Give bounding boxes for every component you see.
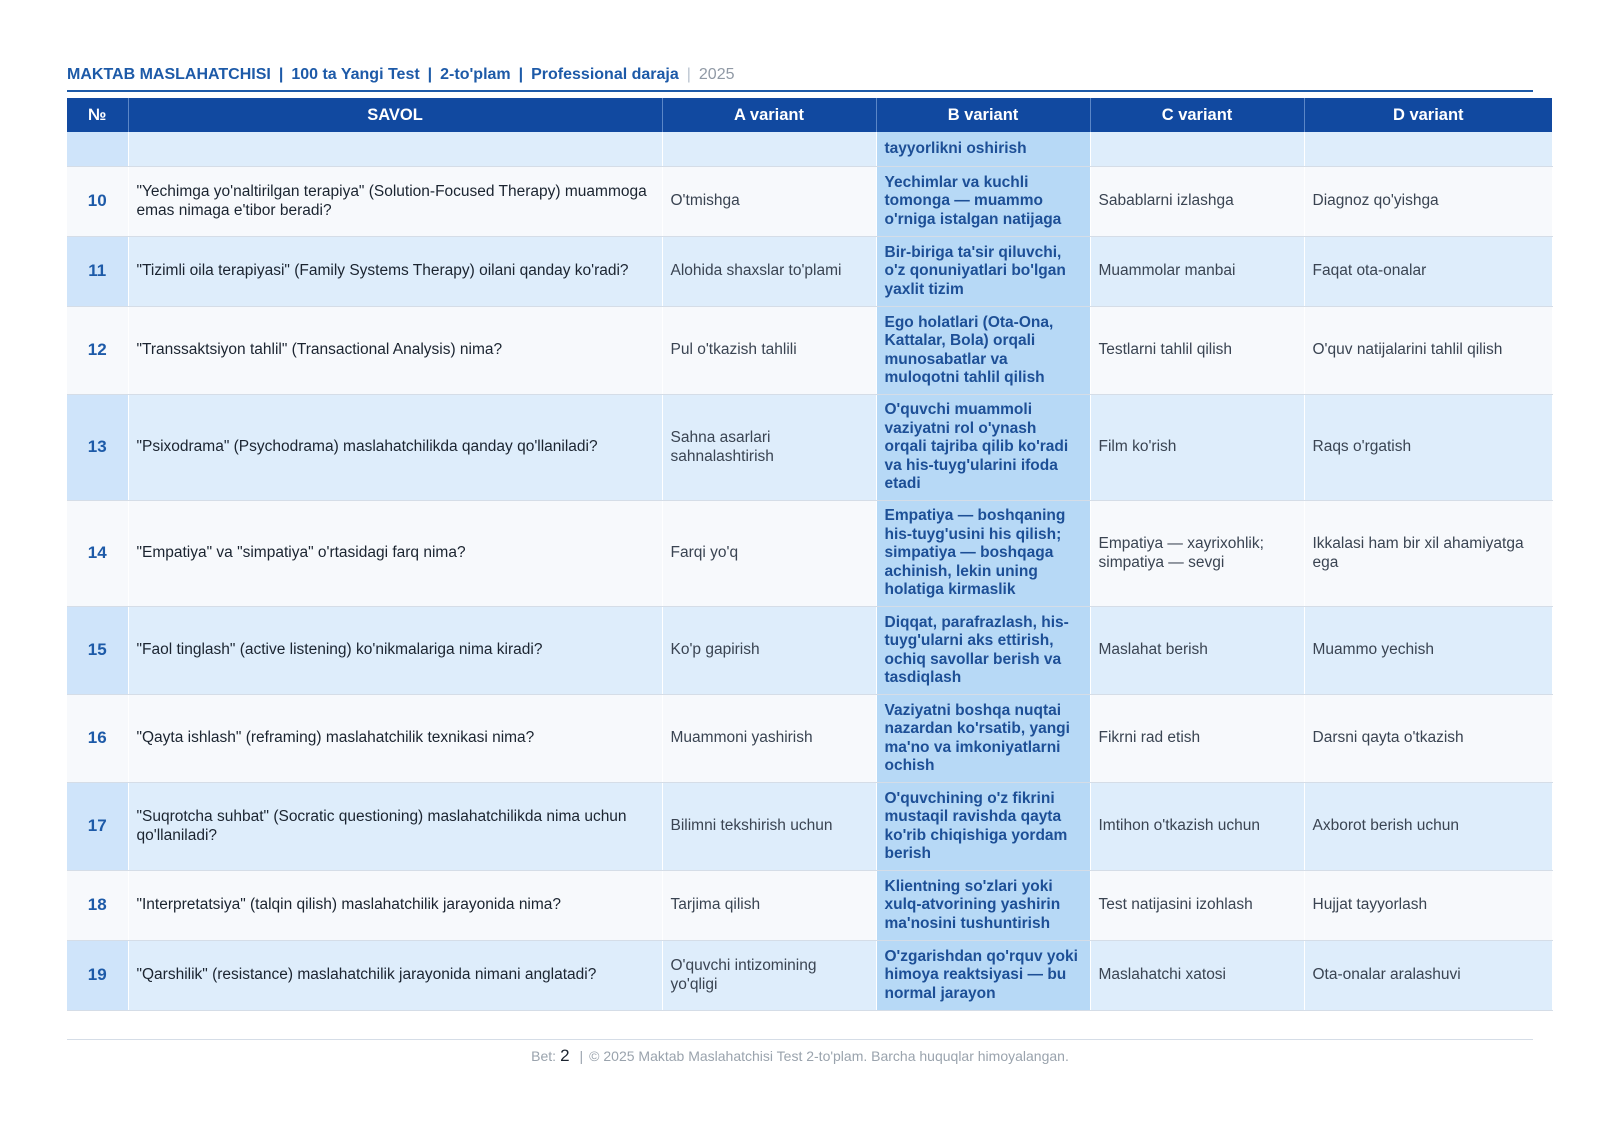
table-row bbox=[67, 307, 1552, 395]
header-brand: MAKTAB MASLAHATCHISI bbox=[67, 66, 271, 83]
cell-number: 11 bbox=[67, 237, 128, 307]
table-header-row bbox=[67, 98, 1552, 132]
cell-number: 14 bbox=[67, 501, 128, 607]
cell-option-c: Muammolar manbai bbox=[1090, 237, 1304, 307]
column-header-d: D variant bbox=[1304, 98, 1552, 132]
cell-number: 19 bbox=[67, 941, 128, 1011]
table-row bbox=[67, 237, 1552, 307]
cell-option-c bbox=[1090, 132, 1304, 167]
column-header-number: № bbox=[67, 98, 128, 132]
cell-question: "Faol tinglash" (active listening) ko'nikmalariga nima kiradi? bbox=[128, 607, 662, 695]
column-header-b: B variant bbox=[876, 98, 1090, 132]
cell-question: "Transsaktsiyon tahlil" (Transactional Analysis) nima? bbox=[128, 307, 662, 395]
cell-number: 16 bbox=[67, 695, 128, 783]
cell-option-a: Alohida shaxslar to'plami bbox=[662, 237, 876, 307]
cell-option-a: Bilimni tekshirish uchun bbox=[662, 783, 876, 871]
cell-number: 13 bbox=[67, 395, 128, 501]
table-row bbox=[67, 607, 1552, 695]
cell-option-b-correct: Yechimlar va kuchli tomonga — muammo o'rniga istalgan natijaga bbox=[876, 167, 1090, 237]
cell-option-a: Tarjima qilish bbox=[662, 871, 876, 941]
cell-option-a: O'quvchi intizomining yo'qligi bbox=[662, 941, 876, 1011]
header-year: 2025 bbox=[698, 66, 735, 83]
cell-option-c: Imtihon o'tkazish uchun bbox=[1090, 783, 1304, 871]
cell-option-b-correct: O'zgarishdan qo'rquv yoki himoya reaktsiyasi — bu normal jarayon bbox=[876, 941, 1090, 1011]
header-set: 2-to'plam bbox=[440, 66, 511, 83]
cell-option-b-correct: Diqqat, parafrazlash, his-tuyg'ularni aks ettirish, ochiq savollar berish va tasdiqlash bbox=[876, 607, 1090, 695]
cell-number: 17 bbox=[67, 783, 128, 871]
cell-option-a: Sahna asarlari sahnalashtirish bbox=[662, 395, 876, 501]
cell-option-d bbox=[1304, 132, 1552, 167]
cell-option-d: Faqat ota-onalar bbox=[1304, 237, 1552, 307]
column-header-a: A variant bbox=[662, 98, 876, 132]
cell-option-b-correct: Empatiya — boshqaning his-tuyg'usini his qilish; simpatiya — boshqaga achinish, lekin uning holatiga kirmaslik bbox=[876, 501, 1090, 607]
cell-number bbox=[67, 132, 128, 167]
cell-option-d: Raqs o'rgatish bbox=[1304, 395, 1552, 501]
cell-option-c: Fikrni rad etish bbox=[1090, 695, 1304, 783]
cell-option-d: Axborot berish uchun bbox=[1304, 783, 1552, 871]
cell-option-c: Maslahat berish bbox=[1090, 607, 1304, 695]
cell-question: "Qayta ishlash" (reframing) maslahatchilik texnikasi nima? bbox=[128, 695, 662, 783]
cell-option-d: Muammo yechish bbox=[1304, 607, 1552, 695]
table-row bbox=[67, 501, 1552, 607]
table-row-continuation bbox=[67, 132, 1552, 167]
cell-option-a bbox=[662, 132, 876, 167]
cell-option-a: Muammoni yashirish bbox=[662, 695, 876, 783]
footer-copyright: © 2025 Maktab Maslahatchisi Test 2-to'plam. Barcha huquqlar himoyalangan. bbox=[589, 1048, 1069, 1064]
table-row bbox=[67, 695, 1552, 783]
cell-option-c: Empatiya — xayrixohlik; simpatiya — sevgi bbox=[1090, 501, 1304, 607]
cell-option-b-correct: Bir-biriga ta'sir qiluvchi, o'z qonuniyatlari bo'lgan yaxlit tizim bbox=[876, 237, 1090, 307]
cell-number: 15 bbox=[67, 607, 128, 695]
header-separator: | bbox=[518, 66, 524, 83]
document-footer: Bet: 2 | © 2025 Maktab Maslahatchisi Test 2-to'plam. Barcha huquqlar himoyalangan. bbox=[67, 1039, 1533, 1066]
cell-option-b-correct: Ego holatlari (Ota-Ona, Kattalar, Bola) orqali munosabatlar va muloqotni tahlil qilish bbox=[876, 307, 1090, 395]
cell-option-b-correct: tayyorlikni oshirish bbox=[876, 132, 1090, 167]
header-level: Professional daraja bbox=[531, 66, 679, 83]
header-separator: | bbox=[686, 66, 691, 83]
questions-table bbox=[67, 98, 1553, 1011]
table-row bbox=[67, 783, 1552, 871]
cell-option-a: Pul o'tkazish tahlili bbox=[662, 307, 876, 395]
cell-option-b-correct: Klientning so'zlari yoki xulq-atvorining yashirin ma'nosini tushuntirish bbox=[876, 871, 1090, 941]
cell-option-b-correct: O'quvchi muammoli vaziyatni rol o'ynash orqali tajriba qilib ko'radi va his-tuyg'ularini ifoda etadi bbox=[876, 395, 1090, 501]
cell-option-a: Farqi yo'q bbox=[662, 501, 876, 607]
cell-question: "Psixodrama" (Psychodrama) maslahatchilikda qanday qo'llaniladi? bbox=[128, 395, 662, 501]
cell-question: "Interpretatsiya" (talqin qilish) maslahatchilik jarayonida nima? bbox=[128, 871, 662, 941]
table-row bbox=[67, 167, 1552, 237]
cell-option-d: Hujjat tayyorlash bbox=[1304, 871, 1552, 941]
column-header-question: SAVOL bbox=[128, 98, 662, 132]
cell-question: "Empatiya" va "simpatiya" o'rtasidagi farq nima? bbox=[128, 501, 662, 607]
cell-number: 18 bbox=[67, 871, 128, 941]
cell-number: 12 bbox=[67, 307, 128, 395]
cell-option-a: Ko'p gapirish bbox=[662, 607, 876, 695]
cell-option-d: O'quv natijalarini tahlil qilish bbox=[1304, 307, 1552, 395]
cell-option-b-correct: O'quvchining o'z fikrini mustaqil ravishda qayta ko'rib chiqishiga yordam berish bbox=[876, 783, 1090, 871]
cell-option-c: Test natijasini izohlash bbox=[1090, 871, 1304, 941]
footer-separator: | bbox=[579, 1048, 584, 1064]
table-row bbox=[67, 941, 1552, 1011]
footer-page-label: Bet bbox=[531, 1048, 553, 1064]
cell-question: "Suqrotcha suhbat" (Socratic questioning) maslahatchilikda nima uchun qo'llaniladi? bbox=[128, 783, 662, 871]
cell-option-d: Ota-onalar aralashuvi bbox=[1304, 941, 1552, 1011]
cell-question: "Tizimli oila terapiyasi" (Family Systems Therapy) oilani qanday ko'radi? bbox=[128, 237, 662, 307]
cell-option-c: Sabablarni izlashga bbox=[1090, 167, 1304, 237]
footer-page-number: 2 bbox=[560, 1046, 570, 1065]
cell-option-c: Maslahatchi xatosi bbox=[1090, 941, 1304, 1011]
cell-question bbox=[128, 132, 662, 167]
header-separator: | bbox=[427, 66, 433, 83]
table-row bbox=[67, 871, 1552, 941]
cell-question: "Qarshilik" (resistance) maslahatchilik jarayonida nimani anglatadi? bbox=[128, 941, 662, 1011]
document-header bbox=[67, 66, 1533, 92]
cell-option-a: O'tmishga bbox=[662, 167, 876, 237]
cell-option-d: Darsni qayta o'tkazish bbox=[1304, 695, 1552, 783]
column-header-c: C variant bbox=[1090, 98, 1304, 132]
cell-option-d: Ikkalasi ham bir xil ahamiyatga ega bbox=[1304, 501, 1552, 607]
cell-option-b-correct: Vaziyatni boshqa nuqtai nazardan ko'rsatib, yangi ma'no va imkoniyatlarni ochish bbox=[876, 695, 1090, 783]
cell-option-d: Diagnoz qo'yishga bbox=[1304, 167, 1552, 237]
cell-option-c: Film ko'rish bbox=[1090, 395, 1304, 501]
cell-number: 10 bbox=[67, 167, 128, 237]
header-separator: | bbox=[278, 66, 284, 83]
cell-option-c: Testlarni tahlil qilish bbox=[1090, 307, 1304, 395]
cell-question: "Yechimga yo'naltirilgan terapiya" (Solution-Focused Therapy) muammoga emas nimaga e'tibor beradi? bbox=[128, 167, 662, 237]
table-row bbox=[67, 395, 1552, 501]
header-tests: 100 ta Yangi Test bbox=[291, 66, 420, 83]
